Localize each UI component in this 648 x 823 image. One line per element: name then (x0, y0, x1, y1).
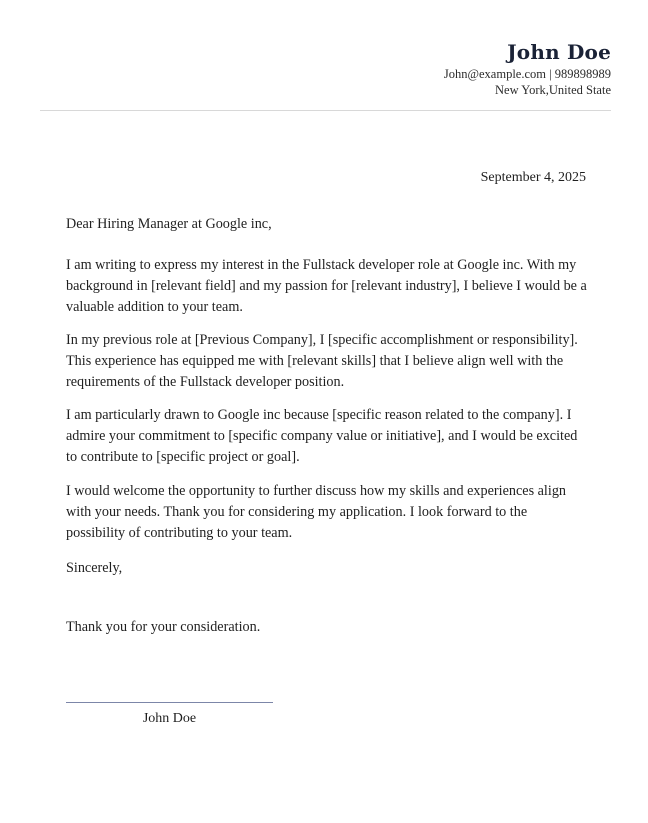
sender-location: New York,United State (495, 83, 611, 97)
signature-line (66, 702, 273, 703)
closing: Sincerely, (66, 560, 123, 576)
body-paragraph-3: I am particularly drawn to Google inc because [specific reason related to the company]. I admire your commitment to [specific company value or initiative], and I would be excited to contribute to [specific project or goal]. (66, 407, 578, 465)
sender-contact: John@example.com | 989898989 (443, 67, 611, 81)
sender-name: John Doe (507, 40, 611, 64)
letter-header (444, 38, 611, 98)
body-paragraph-4: I would welcome the opportunity to further discuss how my skills and experiences align with your needs. Thank you for considering my application. I look forward to the possibility of contributing to your team. (66, 483, 567, 541)
body-paragraph-1: I am writing to express my interest in the Fullstack developer role at Google inc. With my background in [relevant field] and my passion for [relevant industry], I believe I would be a valuable addition to your team. (66, 257, 587, 315)
header-divider (40, 110, 611, 111)
signature-name: John Doe (142, 711, 197, 726)
salutation: Dear Hiring Manager at Google inc, (66, 216, 272, 232)
thanks-line: Thank you for your consideration. (66, 619, 261, 635)
body-paragraph-2: In my previous role at [Previous Company], I [specific accomplishment or responsibility]. This experience has equipped me with [relevant skills] that I believe align well with the requirements of the Fullstack developer position. (66, 332, 578, 390)
letter-date: September 4, 2025 (480, 170, 586, 185)
